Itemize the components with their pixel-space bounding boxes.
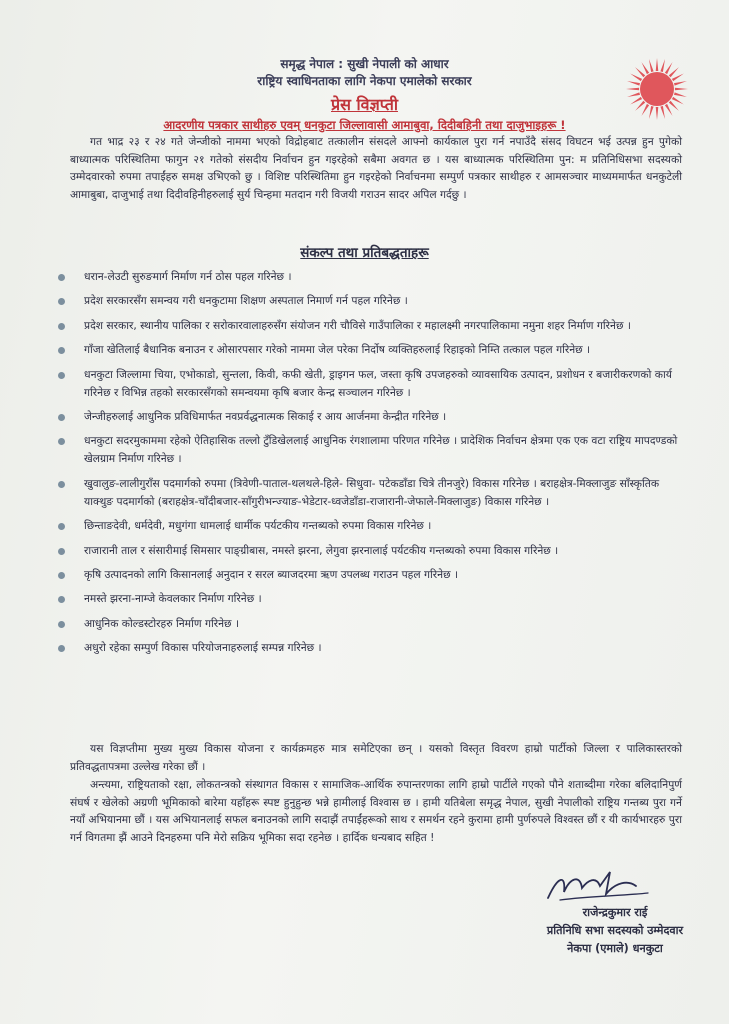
bullet-icon [58, 523, 65, 530]
bullet-icon [58, 323, 65, 330]
commitment-text: प्रदेश सरकार, स्थानीय पालिका र सरोकारवालाहरुसँग संयोजन गरी चौविसे गाउँपालिका र महालक्ष्मी नगरपालिकामा नमुना शहर निर्माण गरिनेछ । [84, 318, 631, 332]
list-item [58, 408, 690, 426]
bullet-icon [58, 274, 65, 281]
bullet-icon [58, 481, 65, 488]
commitment-text: गाँजा खेतिलाई बैधानिक बनाउन र ओसारपसार गरेको नाममा जेल परेका निर्दोष व्यक्तिहरुलाई रिहाइको निम्ति तत्काल पहल गरिनेछ । [84, 343, 591, 357]
list-item [58, 341, 690, 359]
signature-block [520, 904, 710, 958]
handwritten-signature [540, 866, 660, 906]
list-item [58, 292, 690, 310]
commitment-text: धनकुटा सदरमुकाममा रहेको ऐतिहासिक तल्लो टुँडिखेललाई आधुनिक रंगशालामा परिणत गरिनेछ । प्रादेशिक निर्वाचन क्षेत्रमा एक एक वटा राष्ट्रिय मापदण्डको खेलग्राम निर्माण गरिनेछ । [84, 434, 678, 466]
commitments-list [58, 268, 690, 663]
intro-paragraph: गत भाद्र २३ र २४ गते जेन्जीको नाममा भएको विद्रोहबाट तत्कालीन संसदले आफ्नो कार्यकाल पुरा गर्न नपाउँदै संसद विघटन भई उत्पन्न हुन पुगेको बाध्यात्मक परिस्थितिमा फागुन २१ गतेको संसदीय निर्वाचन हुन गइरहेको सबैमा अवगत छ । यस बाध्यात्मक परिस्थितिमा पुन: म प्रतिनिधिसभा सदस्यको उम्मेदवारको रुपमा तपाईंहरु समक्ष उभिएको छु । विशिष्ट परिस्थितिमा हुन गइरहेको निर्वाचनमा सम्पुर्ण पत्रकार साथीहरु र आमसञ्चार माध्यममार्फत धनकुटेली आमाबुबा, दाजुभाई तथा दिदीवहिनीहरुलाई सुर्य चिन्हमा मतदान गरी विजयी गराउन सादर अपिल गर्दछु । [70, 135, 682, 201]
commitment-text: जेन्जीहरुलाई आधुनिक प्रविधिमार्फत नवप्रर्वद्धनात्मक सिकाई र आय आर्जनमा केन्द्रीत गरिनेछ । [84, 409, 447, 423]
page-title: प्रेस विज्ञप्ती [331, 95, 398, 114]
list-item [58, 542, 690, 560]
section-title: संकल्प तथा प्रतिबद्धताहरू [300, 245, 429, 261]
commitment-text: छिन्ताङदेवी, धर्मदेवी, मधुगंगा धामलाई धार्मीक पर्यटकीय गन्तब्यको रुपमा विकास गरिनेछ । [84, 519, 432, 533]
bullet-icon [58, 438, 65, 445]
closing-paragraph-2: अन्त्यमा, राष्ट्रियताको रक्षा, लोकतन्त्रको संस्थागत विकास र सामाजिक-आर्थिक रुपान्तरणका लागि हाम्रो पार्टीले गएको पौने शताब्दीमा गरेका बलिदानिपुर्ण संघर्ष र खेलेको अग्रणी भूमिकाको बारेमा यहाँहरू स्पष्ट हुनुहुन्छ भन्ने हामीलाई विश्वास छ । हामी यतिबेला समृद्ध नेपाल, सुखी नेपालीको राष्ट्रिय गन्तब्य पुरा गर्ने नयाँ अभियानमा छौं । यस अभियानलाई सफल बनाउनको लागि सदाझैं तपाईंहरूको साथ र समर्थन रहने कुरामा हामी पुर्णरुपले विश्वस्त छौं र यी कार्यभारहरु पुरा गर्न विगतमा झैं आउने दिनहरुमा पनि मेरो सक्रिय भूमिका सदा रहनेछ । हार्दिक धन्यबाद सहित ! [70, 778, 682, 844]
commitment-text: धरान-लेउटी सुरुङमार्ग निर्माण गर्न ठोस पहल गरिनेछ । [84, 270, 292, 283]
list-item [58, 566, 690, 584]
slogan-line-2: राष्ट्रिय स्वाधिनताका लागि नेकपा एमालेको सरकार [257, 74, 472, 88]
commitment-text: आधुनिक कोल्डस्टोरहरु निर्माण गरिनेछ । [84, 616, 239, 630]
commitment-text: कृषि उत्पादनको लागि किसानलाई अनुदान र सरल ब्याजदरमा ऋण उपलब्ध गराउन पहल गरिनेछ । [84, 567, 459, 581]
bullet-icon [58, 645, 65, 652]
list-item [58, 317, 690, 335]
list-item [58, 615, 690, 633]
bullet-icon [58, 414, 65, 421]
list-item [58, 268, 690, 286]
commitment-text: नमस्ते झरना-नाम्जे केवलकार निर्माण गरिनेछ । [84, 592, 262, 606]
commitment-text: प्रदेश सरकारसँग समन्वय गरी धनकुटामा शिक्षण अस्पताल निमार्ण गर्न पहल गरिनेछ । [84, 294, 408, 308]
commitment-text: अधुरो रहेका सम्पुर्ण विकास परियोजनाहरुलाई सम्पन्न गरिनेछ । [84, 641, 322, 655]
signatory-designation: प्रतिनिधि सभा सदस्यको उम्मेदवार [546, 924, 684, 937]
list-item [58, 432, 690, 468]
bullet-icon [58, 621, 65, 628]
list-item [58, 590, 690, 608]
bullet-icon [58, 572, 65, 579]
slogan-line-1: समृद्ध नेपाल : सुखी नेपाली को आधार [280, 57, 449, 71]
bullet-icon [58, 548, 65, 555]
list-item [58, 366, 690, 402]
list-item [58, 639, 690, 657]
bullet-icon [58, 298, 65, 305]
list-item [58, 517, 690, 535]
bullet-icon [58, 347, 65, 354]
commitment-text: राजारानी ताल र संसारीमाई सिमसार पाङ्ग्रीबास, नमस्ते झरना, लेगुवा झरनालाई पर्यटकीय गन्तब्यको रुपमा विकास गरिनेछ । [84, 543, 559, 557]
bullet-icon [58, 596, 65, 603]
commitment-text: खुवालुङ-लालीगुराँस पदमार्गको रुपमा (त्रिवेणी-पाताल-थलथले-हिले- सिधुवा- पटेकडाँडा चित्रे तीनजुरे) विकास गरिनेछ । बराहक्षेत्र-मिक्लाजुङ साँस्कृतिक याक्थुङ पदमार्गको (बराहक्षेत्र-चाँदीबजार-साँगुरीभन्ज्याङ-भेडेटार-ध्वजेडाँडा-राजारानी-जेफाले-मिक्लाजुङ) विकास गरिनेछ । [84, 476, 660, 508]
salutation: आदरणीय पत्रकार साथीहरु एवम् धनकुटा जिल्लावासी आमाबुवा, दिदीबहिनी तथा दाजुभाइहरू ! [163, 118, 566, 132]
signatory-party-district: नेकपा (एमाले) धनकुटा [567, 942, 663, 955]
signatory-name: राजेन्द्रकुमार राई [582, 906, 648, 919]
commitment-text: धनकुटा जिल्लामा चिया, एभोकाडो, सुन्तला, किवी, कफी खेती, ड्राइगन फल, जस्ता कृषि उपजहरुको व्यावसायिक उत्पादन, प्रशोधन र बजारीकरणको कार्य गरिनेछ र विभिन्न तहको सरकारसँगको समन्वयमा कृषि बजार केन्द्र सञ्चालन गरिनेछ । [84, 367, 672, 399]
closing-paragraph-1: यस विज्ञप्तीमा मुख्य मुख्य विकास योजना र कार्यक्रमहरु मात्र समेटिएका छन् । यसको विस्तृत विवरण हाम्रो पार्टीको जिल्ला र पालिकास्तरको प्रतिवद्धतापत्रमा उल्लेख गरेका छौं । [70, 742, 682, 773]
list-item [58, 475, 690, 511]
bullet-icon [58, 372, 65, 379]
